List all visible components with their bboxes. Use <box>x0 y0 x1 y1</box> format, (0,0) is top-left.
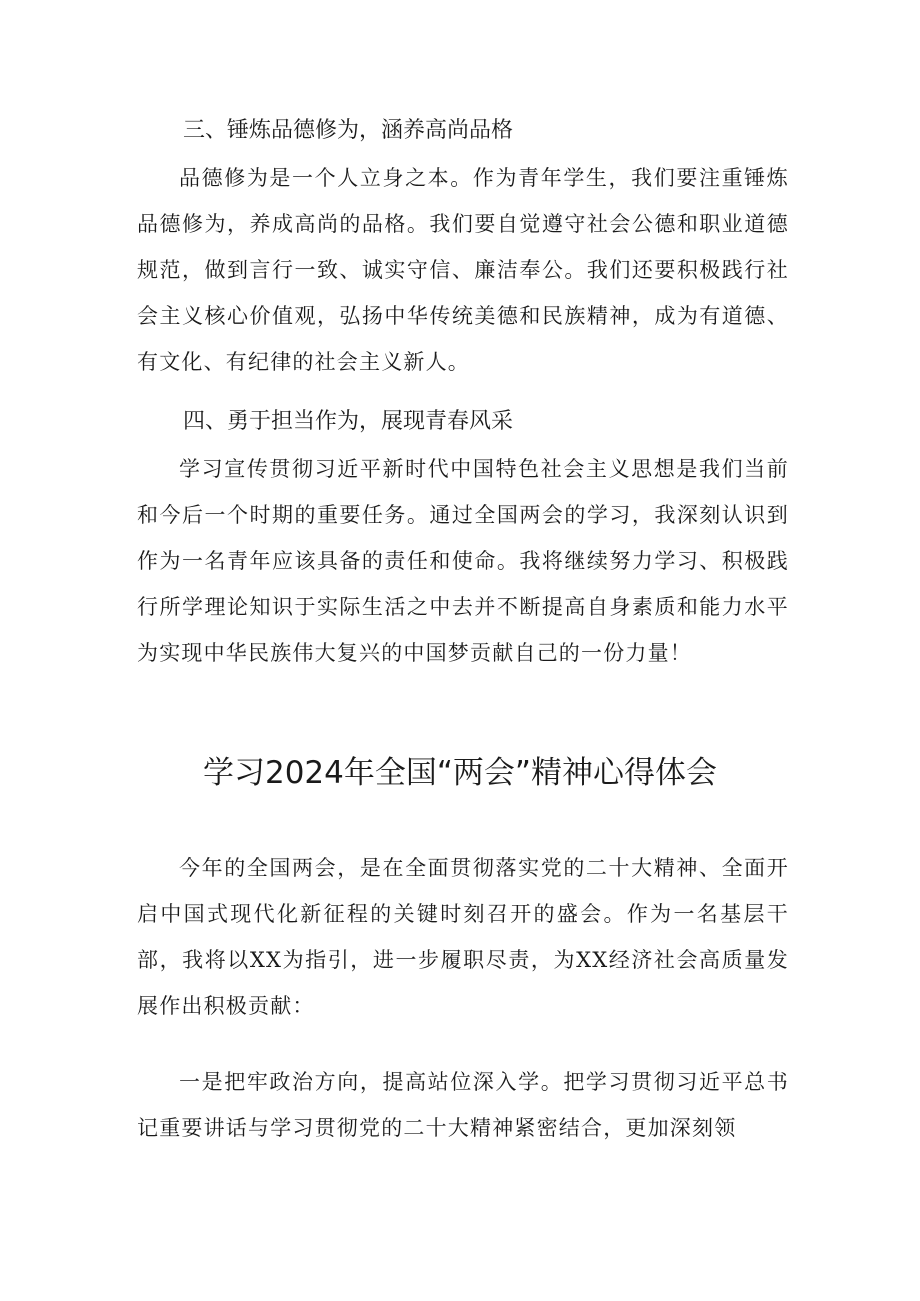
article-point-one-paragraph: 一是把牢政治方向，提高站位深入学。把学习贯彻习近平总书记重要讲话与学习贯彻党的二十大精神紧密结合，更加深刻领 <box>137 1070 789 1140</box>
article-title: 学习2024年全国“两会”精神心得体会 <box>202 755 717 791</box>
section-heading-three: 三、锤炼品德修为，涵养高尚品格 <box>183 118 514 143</box>
section-three-paragraph: 品德修为是一个人立身之本。作为青年学生，我们要注重锤炼品德修为，养成高尚的品格。我们要自觉遵守社会公德和职业道德规范，做到言行一致、诚实守信、廉洁奉公。我们还要积极践行社会主义核心价值观，弘扬中华传统美德和民族精神，成为有道德、有文化、有纪律的社会主义新人。 <box>137 166 789 374</box>
article-intro-paragraph: 今年的全国两会，是在全面贯彻落实党的二十大精神、全面开启中国式现代化新征程的关键时刻召开的盛会。作为一名基层干部，我将以XX为指引，进一步履职尽责，为XX经济社会高质量发展作出积极贡献： <box>137 856 789 1018</box>
section-heading-four: 四、勇于担当作为，展现青春风采 <box>183 409 514 434</box>
section-four-paragraph: 学习宣传贯彻习近平新时代中国特色社会主义思想是我们当前和今后一个时期的重要任务。通过全国两会的学习，我深刻认识到作为一名青年应该具备的责任和使命。我将继续努力学习、积极践行所学理论知识于实际生活之中去并不断提高自身素质和能力水平为实现中华民族伟大复兴的中国梦贡献自己的一份力量！ <box>137 457 789 665</box>
